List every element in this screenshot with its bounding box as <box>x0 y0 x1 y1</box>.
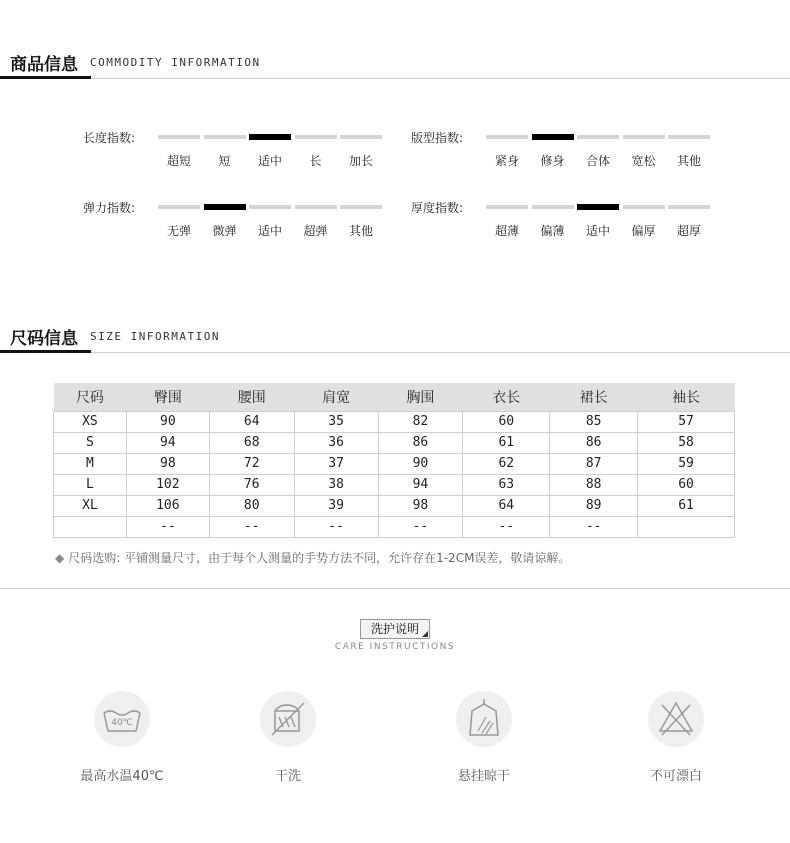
table-cell: 89 <box>550 495 638 516</box>
care-label-dry-clean: 干洗 <box>274 769 301 784</box>
table-row <box>54 453 735 474</box>
size-underline <box>0 350 91 353</box>
index-segment <box>158 135 200 139</box>
index-segment-selected <box>204 204 246 210</box>
index-segment <box>532 205 574 209</box>
no-bleach-icon <box>648 691 704 747</box>
index-option-label: 适中 <box>585 224 610 238</box>
corner-triangle-icon <box>422 631 428 637</box>
table-row <box>54 411 735 432</box>
size-table-header-cell: 胸围 <box>378 383 463 411</box>
table-cell: 62 <box>463 453 550 474</box>
care-title-en: CARE INSTRUCTIONS <box>334 642 456 652</box>
index-option-label: 修身 <box>540 154 565 168</box>
index-label: 弹力指数: <box>83 201 136 215</box>
care-label-hang-dry: 悬挂晾干 <box>457 769 510 784</box>
table-cell: -- <box>463 516 550 537</box>
index-option-label: 其他 <box>348 224 373 238</box>
index-segment <box>623 205 665 209</box>
index-segment <box>249 205 291 209</box>
table-cell: -- <box>550 516 638 537</box>
table-cell: 94 <box>378 474 463 495</box>
index-option-label: 加长 <box>348 154 373 168</box>
size-table-header-cell: 袖长 <box>638 383 735 411</box>
table-cell: 37 <box>294 453 378 474</box>
care-label-no-bleach: 不可漂白 <box>649 769 702 784</box>
table-cell: -- <box>209 516 294 537</box>
index-option-label: 适中 <box>257 224 282 238</box>
size-table-header-cell: 衣长 <box>463 383 550 411</box>
table-row <box>54 474 735 495</box>
index-option-label: 无弹 <box>166 224 191 238</box>
care-label-wash: 最高水温40℃ <box>80 769 164 784</box>
wash-40-icon <box>94 691 150 747</box>
index-segment <box>668 135 710 139</box>
size-table-header-cell: 裙长 <box>550 383 638 411</box>
size-table-header-cell: 腰围 <box>209 383 294 411</box>
table-cell: 90 <box>378 453 463 474</box>
index-segment-selected <box>532 134 574 140</box>
table-cell: -- <box>378 516 463 537</box>
index-segment <box>486 205 528 209</box>
commodity-divider <box>0 78 790 79</box>
index-label: 厚度指数: <box>411 201 464 215</box>
table-cell: 90 <box>126 411 209 432</box>
table-row <box>54 432 735 453</box>
size-table-header-cell: 肩宽 <box>294 383 378 411</box>
table-cell <box>638 516 735 537</box>
table-cell: -- <box>126 516 209 537</box>
care-title <box>360 619 430 639</box>
index-option-label: 短 <box>218 154 231 168</box>
wash-temp-badge: 40℃ <box>111 718 133 728</box>
table-cell: 72 <box>209 453 294 474</box>
table-row <box>54 516 735 537</box>
table-cell: 58 <box>638 432 735 453</box>
index-option-label: 合体 <box>585 154 610 168</box>
index-segment-selected <box>577 204 619 210</box>
index-segment <box>340 205 382 209</box>
index-segment <box>158 205 200 209</box>
index-option-label: 其他 <box>676 154 701 168</box>
index-option-label: 偏薄 <box>540 224 565 238</box>
size-title-cn: 尺码信息 <box>10 329 78 349</box>
index-option-label: 宽松 <box>631 154 656 168</box>
table-cell: 88 <box>550 474 638 495</box>
table-cell: 63 <box>463 474 550 495</box>
table-cell: 85 <box>550 411 638 432</box>
diamond-icon: ◆ <box>55 551 65 565</box>
table-cell: S <box>54 432 127 453</box>
table-cell: 80 <box>209 495 294 516</box>
table-cell: 98 <box>378 495 463 516</box>
index-option-label: 长 <box>309 154 322 168</box>
table-cell: 64 <box>463 495 550 516</box>
index-segment <box>577 135 619 139</box>
table-cell <box>54 516 127 537</box>
index-option-label: 超短 <box>166 154 191 168</box>
index-segment <box>623 135 665 139</box>
table-cell: 102 <box>126 474 209 495</box>
table-cell: 60 <box>463 411 550 432</box>
size-divider <box>0 352 790 353</box>
size-table-header-cell: 尺码 <box>54 383 127 411</box>
table-cell: 60 <box>638 474 735 495</box>
commodity-title-cn: 商品信息 <box>10 55 78 75</box>
table-cell: 35 <box>294 411 378 432</box>
table-cell: 68 <box>209 432 294 453</box>
table-cell: 61 <box>463 432 550 453</box>
table-cell: 87 <box>550 453 638 474</box>
table-cell: 82 <box>378 411 463 432</box>
size-note <box>55 549 570 566</box>
care-title-cn: 洗护说明 <box>370 622 419 636</box>
size-table-header-cell: 臀围 <box>126 383 209 411</box>
index-segment-selected <box>249 134 291 140</box>
table-cell: 59 <box>638 453 735 474</box>
table-cell: 86 <box>378 432 463 453</box>
table-cell: 106 <box>126 495 209 516</box>
index-option-label: 超弹 <box>303 224 328 238</box>
dry-clean-icon <box>260 691 316 747</box>
size-title-en: SIZE INFORMATION <box>90 330 220 343</box>
table-cell: 36 <box>294 432 378 453</box>
index-segment <box>340 135 382 139</box>
table-cell: L <box>54 474 127 495</box>
commodity-section-header <box>0 48 790 80</box>
table-cell: 57 <box>638 411 735 432</box>
index-segment <box>668 205 710 209</box>
table-cell: 86 <box>550 432 638 453</box>
index-option-label: 适中 <box>257 154 282 168</box>
table-row <box>54 495 735 516</box>
index-option-label: 超薄 <box>494 224 519 238</box>
size-note-text: 尺码选购: 平铺测量尺寸，由于每个人测量的手势方法不同，允许存在1-2CM误差，敬请谅解。 <box>68 551 571 565</box>
index-label: 长度指数: <box>83 131 136 145</box>
table-cell: 94 <box>126 432 209 453</box>
index-segment <box>204 135 246 139</box>
index-option-label: 紧身 <box>494 154 519 168</box>
size-section-header <box>0 322 790 354</box>
index-option-label: 超厚 <box>676 224 701 238</box>
commodity-title-en: COMMODITY INFORMATION <box>90 56 261 69</box>
index-segment <box>295 135 337 139</box>
size-table-header <box>54 383 735 411</box>
table-cell: 38 <box>294 474 378 495</box>
index-label: 版型指数: <box>411 131 464 145</box>
table-cell: XL <box>54 495 127 516</box>
index-segment <box>295 205 337 209</box>
index-option-label: 微弹 <box>212 224 237 238</box>
table-cell: 39 <box>294 495 378 516</box>
table-cell: 98 <box>126 453 209 474</box>
size-table <box>53 383 735 538</box>
table-cell: 61 <box>638 495 735 516</box>
hang-dry-icon <box>456 691 512 747</box>
index-segment <box>486 135 528 139</box>
table-cell: -- <box>294 516 378 537</box>
section-divider <box>0 588 790 589</box>
table-cell: M <box>54 453 127 474</box>
table-cell: XS <box>54 411 127 432</box>
table-cell: 64 <box>209 411 294 432</box>
commodity-underline <box>0 76 91 79</box>
table-cell: 76 <box>209 474 294 495</box>
index-option-label: 偏厚 <box>631 224 656 238</box>
